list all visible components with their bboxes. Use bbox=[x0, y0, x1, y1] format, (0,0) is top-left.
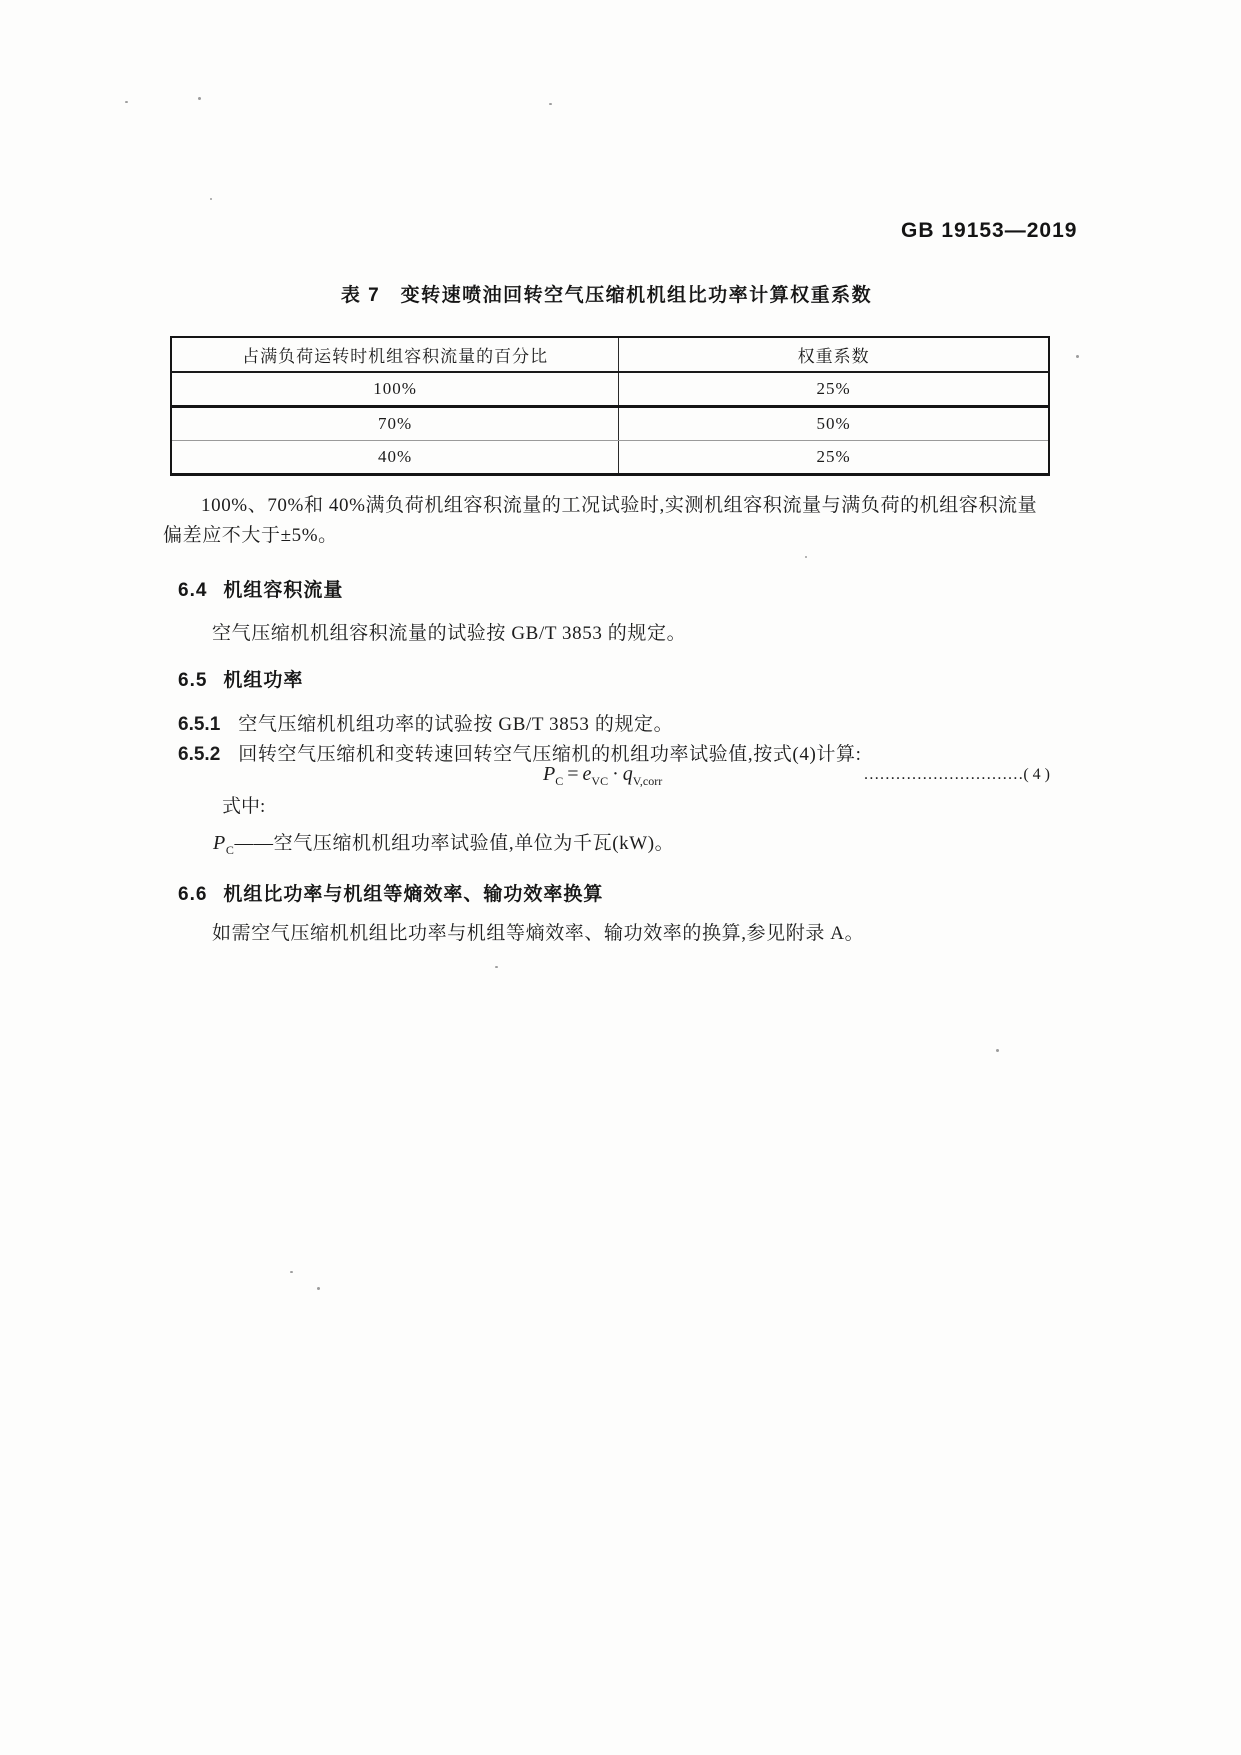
paragraph-6-4-body: 空气压缩机机组容积流量的试验按 GB/T 3853 的规定。 bbox=[212, 623, 687, 644]
table7-cell-flow-70: 70% bbox=[171, 407, 619, 441]
table7-cell-flow-40: 40% bbox=[378, 447, 413, 466]
scan-speck bbox=[996, 1049, 999, 1052]
formula-4-line bbox=[163, 763, 1050, 789]
heading-6-6-number: 6.6 bbox=[178, 884, 208, 905]
heading-6-6-title: 机组比功率与机组等熵效率、输功效率换算 bbox=[223, 884, 604, 905]
formula-sub-Vcorr: V,corr bbox=[632, 774, 663, 788]
equation-number: ( 4 ) bbox=[1023, 766, 1050, 783]
scan-speck bbox=[495, 966, 498, 968]
scan-speck bbox=[549, 103, 552, 105]
table7-cell-weight-25a: 25% bbox=[619, 372, 1049, 407]
table7-caption: 表 7 变转速喷油回转空气压缩机机组比功率计算权重系数 bbox=[340, 285, 873, 306]
scan-speck bbox=[125, 101, 128, 103]
heading-6-4-number: 6.4 bbox=[178, 580, 208, 601]
table7-col-header-weight: 权重系数 bbox=[619, 337, 1049, 372]
where-label: 式中: bbox=[222, 796, 266, 817]
formula-4-expression bbox=[543, 763, 662, 789]
clause-6-5-2 bbox=[178, 739, 861, 766]
scan-speck bbox=[210, 198, 212, 200]
clause-6-5-1-text: 空气压缩机机组功率的试验按 GB/T 3853 的规定。 bbox=[238, 714, 674, 735]
scan-speck bbox=[290, 1271, 293, 1273]
table-row bbox=[171, 441, 1049, 475]
table-row bbox=[171, 372, 1049, 407]
formula-sub-VC: VC bbox=[591, 774, 609, 788]
table7-col-header-flow-percent: 占满负荷运转时机组容积流量的百分比 bbox=[171, 337, 619, 372]
formula-symbol-P: P bbox=[543, 763, 556, 785]
clause-6-5-1 bbox=[178, 709, 673, 736]
dot-operator: · bbox=[612, 763, 619, 785]
table-row bbox=[171, 407, 1049, 441]
heading-6-4-title: 机组容积流量 bbox=[223, 580, 344, 601]
where-sub-C: C bbox=[225, 842, 235, 857]
heading-6-5 bbox=[178, 665, 303, 692]
where-symbol-P: P bbox=[213, 832, 226, 854]
definition-dash: —— bbox=[234, 833, 274, 854]
table7 bbox=[170, 336, 1050, 476]
table7-header-row bbox=[171, 337, 1049, 372]
heading-6-5-title: 机组功率 bbox=[223, 670, 304, 691]
equals-sign: = bbox=[567, 763, 579, 785]
where-definition-Pc bbox=[213, 828, 674, 858]
paragraph-6-6-body: 如需空气压缩机机组比功率与机组等熵效率、输功效率的换算,参见附录 A。 bbox=[212, 923, 865, 944]
clause-6-5-1-number: 6.5.1 bbox=[178, 714, 221, 735]
heading-6-4 bbox=[178, 575, 343, 602]
table7-cell-flow-100: 100% bbox=[171, 372, 619, 407]
heading-6-5-number: 6.5 bbox=[178, 670, 208, 691]
formula-4-leader-and-number bbox=[863, 766, 1050, 784]
dot-leader: ………………………… bbox=[863, 766, 1024, 783]
scan-speck bbox=[1076, 355, 1079, 358]
table7-cell-weight-25b: 25% bbox=[619, 441, 1049, 475]
table7-cell-weight-50: 50% bbox=[619, 407, 1049, 441]
scan-speck bbox=[805, 556, 807, 558]
heading-6-6 bbox=[178, 879, 603, 906]
standard-number: GB 19153—2019 bbox=[901, 219, 1078, 242]
scan-speck bbox=[198, 97, 201, 100]
scan-speck bbox=[317, 1287, 320, 1290]
clause-6-5-2-number: 6.5.2 bbox=[178, 744, 221, 765]
formula-symbol-e: e bbox=[582, 763, 592, 785]
formula-sub-C: C bbox=[555, 774, 564, 788]
clause-6-5-2-text: 回转空气压缩机和变转速回转空气压缩机的机组功率试验值,按式(4)计算: bbox=[238, 744, 862, 765]
where-description: 空气压缩机机组功率试验值,单位为千瓦(kW)。 bbox=[273, 833, 675, 854]
formula-symbol-q: q bbox=[622, 763, 633, 785]
paragraph-flow-deviation: 100%、70%和 40%满负荷机组容积流量的工况试验时,实测机组容积流量与满负荷的机组容积流量偏差应不大于±5%。 bbox=[163, 495, 1038, 546]
